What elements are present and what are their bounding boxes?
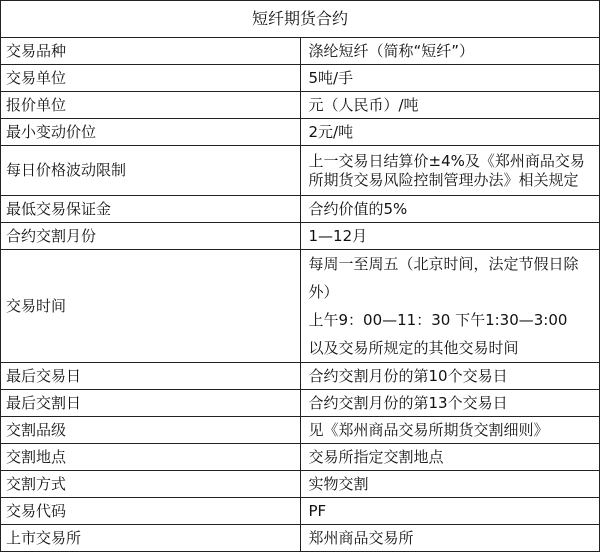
row-value: 上一交易日结算价±4%及《郑州商品交易所期货交易风险控制管理办法》相关规定 — [300, 146, 600, 196]
title-row — [1, 1, 600, 38]
row-label: 每日价格波动限制 — [1, 146, 301, 196]
table-row — [1, 363, 600, 390]
row-value: 涤纶短纤（简称“短纤”） — [300, 38, 600, 65]
table-row — [1, 119, 600, 146]
table-row — [1, 444, 600, 471]
row-label: 交易单位 — [1, 65, 301, 92]
row-label: 最低交易保证金 — [1, 196, 301, 223]
table-row — [1, 390, 600, 417]
table-row — [1, 471, 600, 498]
row-label: 交割品级 — [1, 417, 301, 444]
row-value: 实物交割 — [300, 471, 600, 498]
trading-hours-line: 以及交易所规定的其他交易时间 — [308, 339, 519, 357]
row-value: 合约价值的5% — [300, 196, 600, 223]
table-row — [1, 417, 600, 444]
row-label: 最小变动价位 — [1, 119, 301, 146]
row-label: 上市交易所 — [1, 525, 301, 552]
table-row — [1, 498, 600, 525]
row-value: 5吨/手 — [300, 65, 600, 92]
trading-hours-line: 每周一至周五（北京时间，法定节假日除外） — [308, 255, 579, 301]
table-row — [1, 525, 600, 552]
table-row — [1, 65, 600, 92]
row-value: 元（人民币）/吨 — [300, 92, 600, 119]
row-value: 合约交割月份的第10个交易日 — [300, 363, 600, 390]
row-label: 交割方式 — [1, 471, 301, 498]
trading-hours-line: 上午9：00—11：30 下午1:30—3:00 — [308, 311, 568, 329]
row-label: 交易时间 — [1, 250, 301, 363]
row-label: 合约交割月份 — [1, 223, 301, 250]
row-label: 最后交易日 — [1, 363, 301, 390]
row-label: 交易品种 — [1, 38, 301, 65]
row-value: PF — [300, 498, 600, 525]
row-value: 2元/吨 — [300, 119, 600, 146]
table-row — [1, 196, 600, 223]
table-row — [1, 223, 600, 250]
row-label: 报价单位 — [1, 92, 301, 119]
row-label: 交割地点 — [1, 444, 301, 471]
table-row — [1, 38, 600, 65]
row-value: 见《郑州商品交易所期货交割细则》 — [300, 417, 600, 444]
row-value: 交易所指定交割地点 — [300, 444, 600, 471]
row-value: 合约交割月份的第13个交易日 — [300, 390, 600, 417]
row-value-multiline — [300, 250, 600, 363]
table-title: 短纤期货合约 — [1, 1, 600, 38]
table-row — [1, 92, 600, 119]
row-label: 最后交割日 — [1, 390, 301, 417]
table-row — [1, 146, 600, 196]
row-value: 1—12月 — [300, 223, 600, 250]
table-row — [1, 250, 600, 363]
row-value: 郑州商品交易所 — [300, 525, 600, 552]
row-label: 交易代码 — [1, 498, 301, 525]
